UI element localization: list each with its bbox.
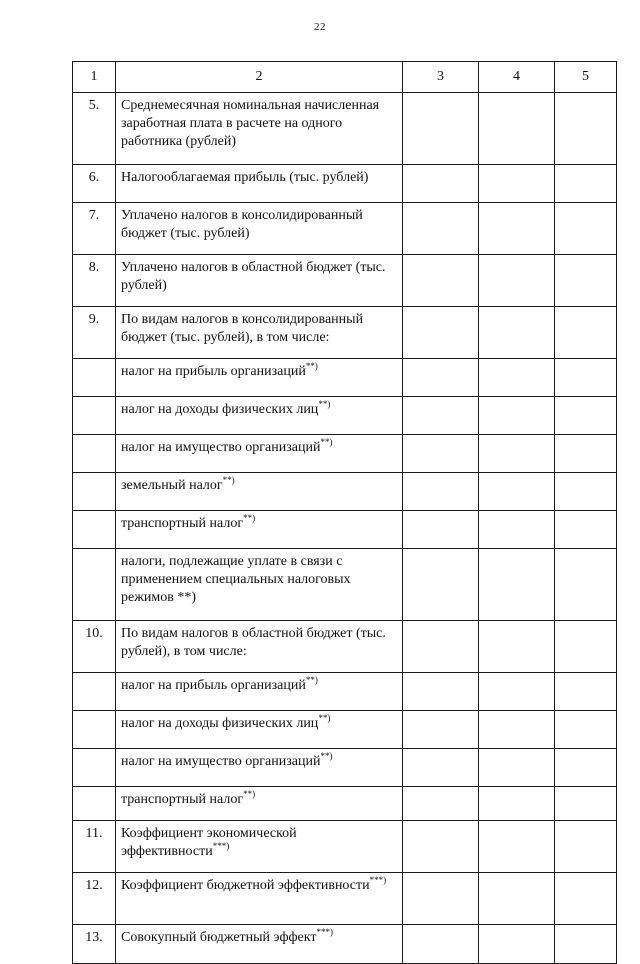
- footnote-marker: ***): [212, 841, 230, 851]
- footnote-marker: **): [305, 675, 318, 685]
- row-label: [116, 473, 403, 511]
- value-cell: [479, 165, 555, 203]
- value-cell: [479, 203, 555, 255]
- row-label-text: Уплачено налогов в областной бюджет (тыс. рублей): [121, 260, 386, 293]
- value-cell: [555, 473, 617, 511]
- value-cell: [403, 473, 479, 511]
- row-label-text: земельный налог: [121, 478, 223, 493]
- header-cell-1: 1: [73, 62, 116, 93]
- value-cell: [479, 549, 555, 621]
- value-cell: [403, 821, 479, 873]
- table-row: [73, 549, 617, 621]
- value-cell: [403, 749, 479, 787]
- footnote-marker: ***): [369, 875, 387, 885]
- row-label: [116, 821, 403, 873]
- row-number: [73, 359, 116, 397]
- value-cell: [479, 93, 555, 165]
- value-cell: [403, 511, 479, 549]
- value-cell: [479, 787, 555, 821]
- value-cell: [479, 873, 555, 925]
- footnote-marker: **): [243, 513, 256, 523]
- value-cell: [403, 549, 479, 621]
- row-label: [116, 925, 403, 964]
- value-cell: [555, 359, 617, 397]
- table-row: [73, 93, 617, 165]
- row-label: [116, 711, 403, 749]
- header-cell-4: 4: [479, 62, 555, 93]
- row-label: [116, 203, 403, 255]
- row-label-text: транспортный налог: [121, 516, 244, 531]
- value-cell: [479, 673, 555, 711]
- table-row: [73, 165, 617, 203]
- page-number: 22: [314, 21, 326, 33]
- row-label: [116, 307, 403, 359]
- value-cell: [479, 255, 555, 307]
- table-row: [73, 397, 617, 435]
- value-cell: [555, 925, 617, 964]
- value-cell: [555, 307, 617, 359]
- value-cell: [555, 165, 617, 203]
- row-label-text: налоги, подлежащие уплате в связи с применением специальных налоговых режимов **): [121, 554, 351, 605]
- row-label-text: По видам налогов в консолидированный бюджет (тыс. рублей), в том числе:: [121, 312, 364, 345]
- footnote-marker: ***): [316, 927, 333, 937]
- row-label: [116, 397, 403, 435]
- value-cell: [403, 787, 479, 821]
- table-row: [73, 203, 617, 255]
- row-number: 13.: [73, 925, 116, 964]
- value-cell: [555, 397, 617, 435]
- row-label: [116, 749, 403, 787]
- value-cell: [555, 873, 617, 925]
- value-cell: [479, 397, 555, 435]
- value-cell: [479, 511, 555, 549]
- value-cell: [555, 711, 617, 749]
- row-number: [73, 711, 116, 749]
- table-row: [73, 711, 617, 749]
- value-cell: [555, 255, 617, 307]
- value-cell: [479, 473, 555, 511]
- value-cell: [479, 621, 555, 673]
- table-row: [73, 359, 617, 397]
- row-label: [116, 873, 403, 925]
- value-cell: [403, 925, 479, 964]
- row-label-text: транспортный налог: [121, 792, 244, 807]
- footnote-marker: **): [318, 399, 331, 409]
- table-row: [73, 787, 617, 821]
- row-label-text: налог на имущество организаций: [121, 440, 321, 455]
- value-cell: [555, 93, 617, 165]
- value-cell: [403, 873, 479, 925]
- table-row: [73, 673, 617, 711]
- value-cell: [555, 511, 617, 549]
- value-cell: [555, 821, 617, 873]
- row-label-text: По видам налогов в областной бюджет (тыс. рублей), в том числе:: [121, 626, 386, 659]
- header-cell-3: 3: [403, 62, 479, 93]
- value-cell: [403, 93, 479, 165]
- value-cell: [555, 787, 617, 821]
- value-cell: [403, 621, 479, 673]
- row-number: 10.: [73, 621, 116, 673]
- value-cell: [555, 549, 617, 621]
- row-number: 12.: [73, 873, 116, 925]
- value-cell: [479, 749, 555, 787]
- row-label: [116, 549, 403, 621]
- row-label-text: Среднемесячная номинальная начисленная заработная плата в расчете на одного работника (рублей): [121, 98, 380, 149]
- value-cell: [555, 621, 617, 673]
- row-number: [73, 397, 116, 435]
- row-label: [116, 93, 403, 165]
- value-cell: [403, 255, 479, 307]
- row-label: [116, 435, 403, 473]
- value-cell: [555, 203, 617, 255]
- table-row: [73, 511, 617, 549]
- row-label-text: Уплачено налогов в консолидированный бюджет (тыс. рублей): [121, 208, 363, 241]
- value-cell: [403, 711, 479, 749]
- footnote-marker: **): [320, 437, 333, 447]
- value-cell: [403, 435, 479, 473]
- header-cell-5: 5: [555, 62, 617, 93]
- table-row: [73, 749, 617, 787]
- value-cell: [479, 359, 555, 397]
- footnote-marker: **): [222, 475, 235, 485]
- row-label: [116, 255, 403, 307]
- row-number: 8.: [73, 255, 116, 307]
- header-cell-2: 2: [116, 62, 403, 93]
- row-label-text: налог на доходы физических лиц: [121, 402, 319, 417]
- row-label-text: Налогооблагаемая прибыль (тыс. рублей): [121, 170, 369, 185]
- value-cell: [403, 203, 479, 255]
- row-label-text: налог на имущество организаций: [121, 754, 321, 769]
- row-label: [116, 165, 403, 203]
- row-label: [116, 511, 403, 549]
- row-number: [73, 749, 116, 787]
- indicators-table: [72, 61, 617, 964]
- footnote-marker: **): [305, 361, 318, 371]
- value-cell: [479, 307, 555, 359]
- footnote-marker: **): [243, 789, 256, 799]
- table-row: [73, 821, 617, 873]
- row-number: 7.: [73, 203, 116, 255]
- value-cell: [403, 307, 479, 359]
- row-number: [73, 473, 116, 511]
- table-row: [73, 873, 617, 925]
- row-number: [73, 787, 116, 821]
- value-cell: [479, 821, 555, 873]
- table-header-row: [73, 62, 617, 93]
- row-number: 9.: [73, 307, 116, 359]
- footnote-marker: **): [318, 713, 331, 723]
- table-row: [73, 473, 617, 511]
- row-label: [116, 787, 403, 821]
- value-cell: [479, 925, 555, 964]
- row-label: [116, 359, 403, 397]
- row-label-text: Совокупный бюджетный эффект: [121, 930, 317, 945]
- value-cell: [479, 435, 555, 473]
- row-label-text: Коэффициент экономической эффективности: [121, 826, 297, 859]
- table-row: [73, 255, 617, 307]
- value-cell: [555, 435, 617, 473]
- row-number: 5.: [73, 93, 116, 165]
- value-cell: [403, 359, 479, 397]
- table-row: [73, 621, 617, 673]
- table-row: [73, 925, 617, 964]
- value-cell: [555, 749, 617, 787]
- value-cell: [403, 673, 479, 711]
- row-number: [73, 435, 116, 473]
- table-row: [73, 435, 617, 473]
- value-cell: [403, 165, 479, 203]
- row-number: [73, 549, 116, 621]
- value-cell: [555, 673, 617, 711]
- row-label-text: налог на прибыль организаций: [121, 364, 306, 379]
- row-number: 11.: [73, 821, 116, 873]
- row-label: [116, 673, 403, 711]
- row-number: [73, 673, 116, 711]
- row-label-text: Коэффициент бюджетной эффективности: [121, 878, 370, 893]
- row-label: [116, 621, 403, 673]
- value-cell: [403, 397, 479, 435]
- row-number: 6.: [73, 165, 116, 203]
- row-number: [73, 511, 116, 549]
- footnote-marker: **): [320, 751, 333, 761]
- row-label-text: налог на доходы физических лиц: [121, 716, 319, 731]
- table-row: [73, 307, 617, 359]
- value-cell: [479, 711, 555, 749]
- row-label-text: налог на прибыль организаций: [121, 678, 306, 693]
